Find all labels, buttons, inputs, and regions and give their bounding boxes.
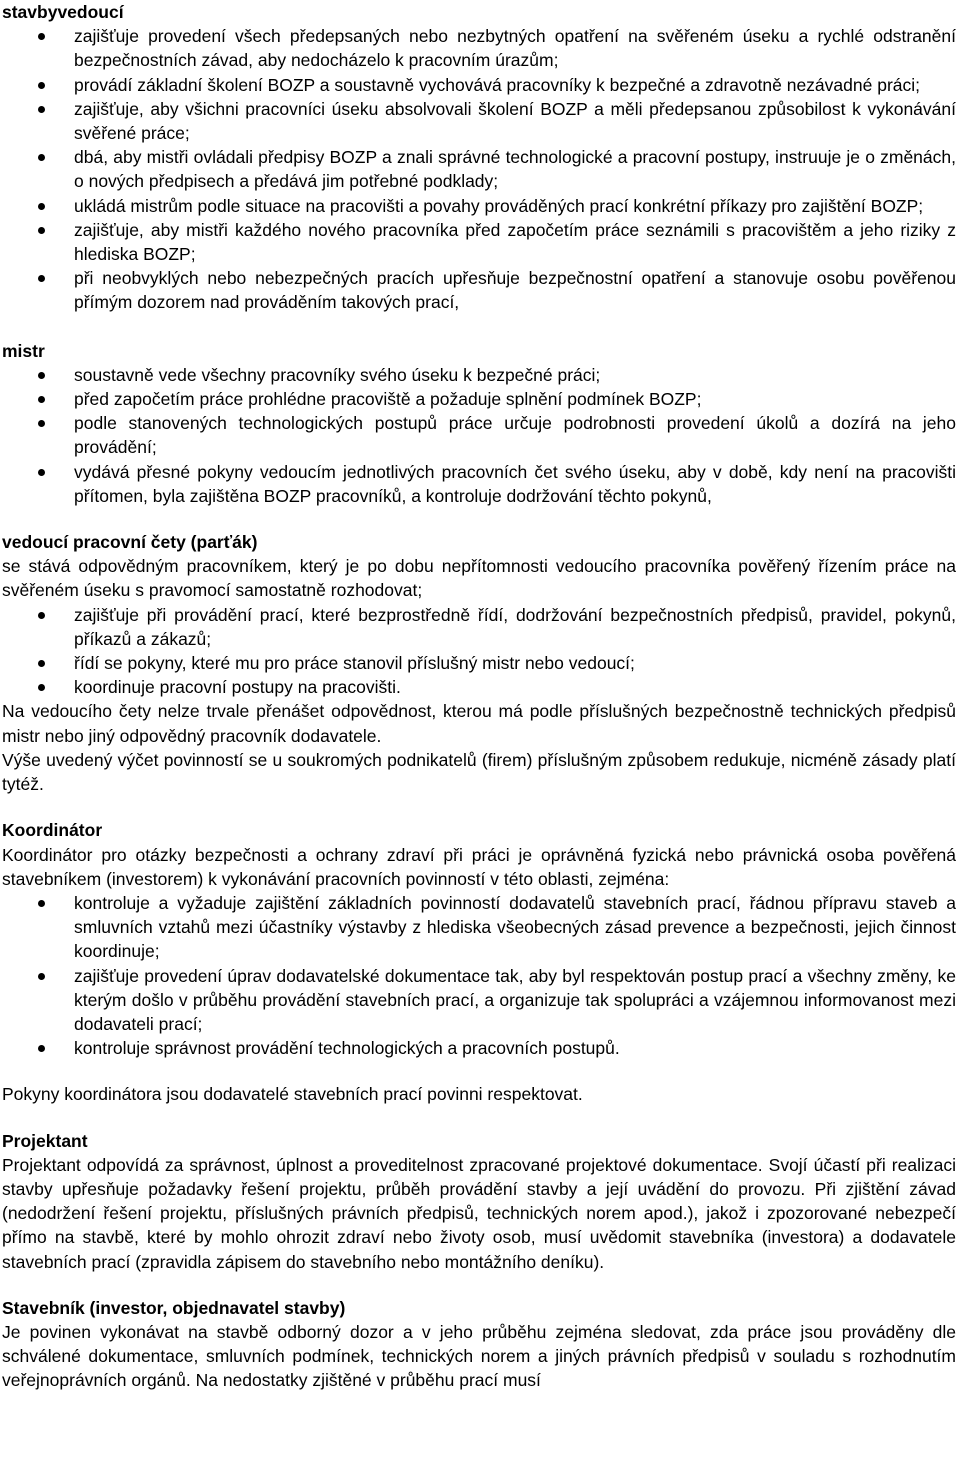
section-intro: Koordinátor pro otázky bezpečnosti a ochrany zdraví při práci je oprávněná fyzická nebo právnická osoba pověřená stavebníkem (investorem) k vykonávání pracovních povinností v této oblasti, zejména: (2, 844, 956, 889)
list-item: kontroluje a vyžaduje zajištění základních povinností dodavatelů stavebních prací, řádnou přípravu staveb a smluvních vztahů mezi účastníky výstavby z hlediska všeobecných zásad prevence a bezpečnosti, jejich činnost koordinuje; (2, 891, 956, 964)
list-item: zajišťuje, aby mistři každého nového pracovníka před započetím práce seznámili s pracovištěm a jeho riziky z hlediska BOZP; (2, 218, 956, 266)
spacer (2, 796, 956, 818)
spacer (2, 1107, 956, 1129)
paragraph: Projektant odpovídá za správnost, úplnost a proveditelnost zpracované projektové dokumentace. Svojí účastí při realizaci stavby upřesňuje požadavky řešení projektu, průběh provádění stavby a její uvádění do provozu. Při zjištění závad (nedodržení řešení projektu, příslušných právních předpisů, technických norem apod.), jakož i zpozorované nebezpečí přímo na stavbě, které by mohlo ohrozit zdraví nebo životy osob, musí uvědomit stavebníka (investora) a dodavatele stavebních prací (zpravidla zápisem do stavebního nebo montážního deníku). (2, 1154, 956, 1272)
list-item: ukládá mistrům podle situace na pracovišti a povahy prováděných prací konkrétní příkazy pro zajištění BOZP; (2, 194, 956, 218)
section-projektant (2, 1129, 956, 1274)
bullet-list (2, 603, 956, 700)
list-item: zajišťuje provedení všech předepsaných nebo nezbytných opatření na svěřeném úseku a rychlé odstranění bezpečnostních závad, aby nedocházelo k pracovním úrazům; (2, 24, 956, 72)
list-item: zajišťuje, aby všichni pracovníci úseku absolvovali školení BOZP a měli předepsanou způsobilost k vykonávání svěřené práce; (2, 97, 956, 145)
list-item: zajišťuje provedení úprav dodavatelské dokumentace tak, aby byl respektován postup prací a všechny změny, ke kterým došlo v průběhu provádění stavebních prací, a organizuje tak spolupráci a vzájemnou informovanost mezi dodavateli prací; (2, 964, 956, 1037)
section-heading: Koordinátor (2, 820, 103, 841)
paragraph: Pokyny koordinátora jsou dodavatelé stavebních prací povinni respektovat. (2, 1084, 583, 1105)
list-item: provádí základní školení BOZP a soustavně vychovává pracovníky k bezpečné a zdravotně nezávadné práci; (2, 73, 956, 97)
section-heading: Stavebník (investor, objednavatel stavby) (2, 1297, 346, 1318)
section-stavebnik (2, 1296, 956, 1393)
section-stavbyvedouci (2, 0, 956, 315)
paragraph: Je povinen vykonávat na stavbě odborný dozor a v jeho průběhu zejména sledovat, zda práce jsou prováděny dle schválené dokumentace, smluvních podmínek, technických norem a jiných právních předpisů v souladu s rozhodnutím veřejnoprávních orgánů. Na nedostatky zjištěné v průběhu prací musí (2, 1321, 956, 1391)
section-vedouci-cety (2, 530, 956, 796)
list-item: soustavně vede všechny pracovníky svého úseku k bezpečné práci; (2, 363, 956, 387)
list-item: před započetím práce prohlédne pracoviště a požaduje splnění podmínek BOZP; (2, 387, 956, 411)
list-item: koordinuje pracovní postupy na pracovišti. (2, 675, 956, 699)
list-item: dbá, aby mistři ovládali předpisy BOZP a znali správné technologické a pracovní postupy, instruuje je o změnách, o nových předpisech a předává jim potřebné podklady; (2, 145, 956, 193)
paragraph: Na vedoucího čety nelze trvale přenášet odpovědnost, kterou má podle příslušných bezpečnostně technických předpisů mistr nebo jiný odpovědný pracovník dodavatele. (2, 701, 956, 746)
bullet-list (2, 363, 956, 508)
paragraph: Výše uvedený výčet povinností se u soukromých podnikatelů (firem) příslušným způsobem redukuje, nicméně zásady platí tytéž. (2, 749, 956, 795)
section-heading: vedoucí pracovní čety (parťák) (2, 532, 258, 553)
list-item: řídí se pokyny, které mu pro práce stanovil příslušný mistr nebo vedoucí; (2, 651, 956, 675)
section-heading: stavbyvedoucí (2, 2, 124, 22)
list-item: při neobvyklých nebo nebezpečných pracích upřesňuje bezpečnostní opatření a stanovuje osobu pověřenou přímým dozorem nad prováděním takových prací, (2, 266, 956, 314)
section-koordinator (2, 818, 956, 1106)
section-mistr (2, 339, 956, 508)
section-heading: Projektant (2, 1130, 88, 1151)
spacer (2, 1274, 956, 1296)
section-intro: se stává odpovědným pracovníkem, který je po dobu nepřítomnosti vedoucího pracovníka pověřený řízením práce na svěřeném úseku s pravomocí samostatně rozhodovat; (2, 556, 956, 601)
spacer (2, 1060, 956, 1082)
spacer (2, 315, 956, 339)
section-heading: mistr (2, 340, 45, 361)
list-item: vydává přesné pokyny vedoucím jednotlivých pracovních čet svého úseku, aby v době, kdy není na pracovišti přítomen, byla zajištěna BOZP pracovníků, a kontroluje dodržování těchto pokynů, (2, 460, 956, 508)
bullet-list (2, 891, 956, 1060)
list-item: zajišťuje při provádění prací, které bezprostředně řídí, dodržování bezpečnostních předpisů, pravidel, pokynů, příkazů a zákazů; (2, 603, 956, 651)
list-item: podle stanovených technologických postupů práce určuje podrobnosti provedení úkolů a dozírá na jeho provádění; (2, 411, 956, 459)
spacer (2, 508, 956, 530)
list-item: kontroluje správnost provádění technologických a pracovních postupů. (2, 1036, 956, 1060)
bullet-list (2, 24, 956, 314)
